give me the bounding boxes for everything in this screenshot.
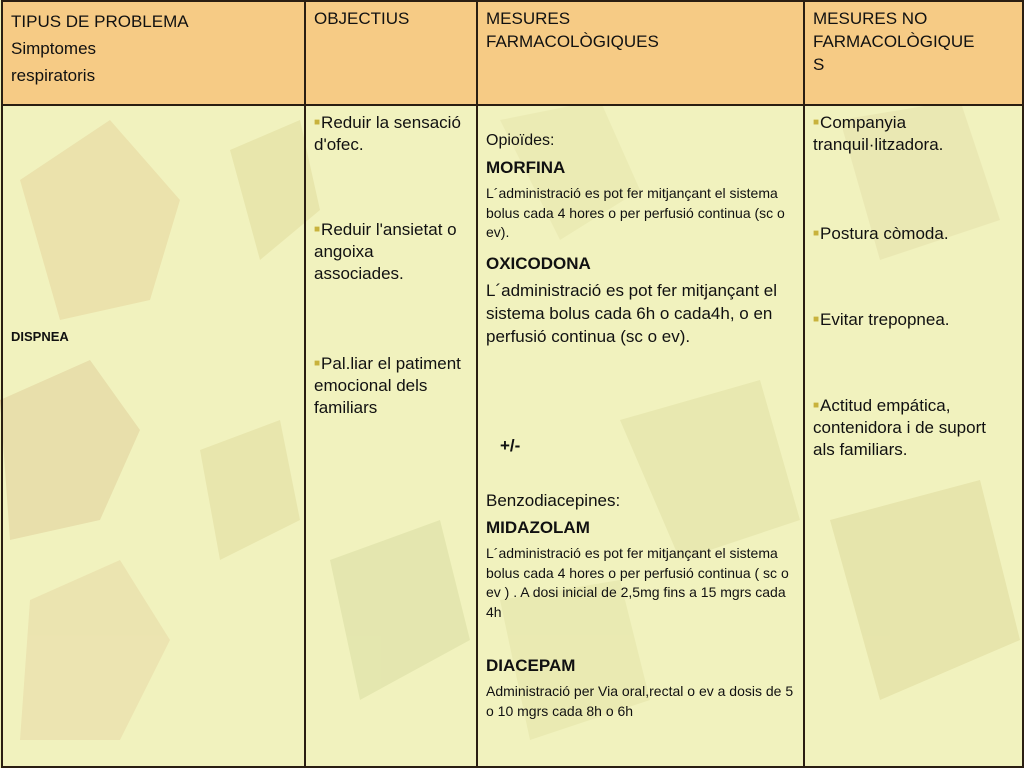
plus-minus: +/- (500, 436, 521, 455)
header-objectives (305, 1, 477, 105)
non-pharma-item: ■Actitud empática, contenidora i de suport als familiars. (813, 396, 986, 460)
morfina-description: L´administració es pot fer mitjançant el sistema bolus cada 4 hores o per perfusió continua (sc o ev). (486, 185, 785, 241)
header-text: TIPUS DE PROBLEMA (11, 12, 189, 31)
benzodiazepines-label: Benzodiacepines: (486, 491, 621, 510)
header-pharmacological (477, 1, 804, 105)
problem-cell (2, 105, 305, 767)
dyspnea-table (1, 0, 1024, 768)
objectives-cell (305, 105, 477, 767)
header-text: FARMACOLÒGIQUES (486, 31, 659, 51)
bullet-icon: ■ (813, 117, 820, 128)
non-pharma-item: ■Companyia tranquil·litzadora. (813, 113, 944, 155)
header-text: S (813, 54, 825, 74)
non-pharmacological-cell (804, 105, 1023, 767)
bullet-icon: ■ (314, 224, 321, 235)
header-text: Simptomes (11, 39, 97, 59)
header-text: MESURES NO (813, 9, 928, 28)
non-pharma-item: ■Evitar trepopnea. (813, 310, 950, 329)
bullet-icon: ■ (314, 117, 321, 128)
objective-item: ■Reduir la sensació d'ofec. (314, 113, 461, 155)
non-pharma-item: ■Postura còmoda. (813, 224, 949, 243)
pharmacological-cell (477, 105, 804, 767)
table-header-row (2, 1, 1023, 105)
bullet-icon: ■ (813, 400, 820, 411)
bullet-icon: ■ (813, 228, 820, 239)
drug-name-midazolam: MIDAZOLAM (486, 518, 590, 537)
header-problem-type (2, 1, 305, 105)
objective-item: ■Pal.liar el patiment emocional dels familiars (314, 354, 461, 418)
objective-item: ■Reduir l'ansietat o angoixa associades. (314, 220, 457, 284)
table-body-row (2, 105, 1023, 767)
diacepam-description: Administració per Via oral,rectal o ev a dosis de 5 o 10 mgrs cada 8h o 6h (486, 683, 794, 719)
header-text: respiratoris (11, 66, 96, 86)
drug-name-oxicodona: OXICODONA (486, 254, 591, 273)
drug-name-diacepam: DIACEPAM (486, 656, 576, 675)
header-non-pharmacological (804, 1, 1023, 105)
problem-label: DISPNEA (11, 329, 69, 344)
header-text: FARMACOLÒGIQUE (813, 31, 975, 51)
bullet-icon: ■ (813, 314, 820, 325)
oxicodona-description: L´administració es pot fer mitjançant el sistema bolus cada 6h o cada4h, o en perfusió continua (sc o ev). (486, 281, 778, 346)
bullet-icon: ■ (314, 358, 321, 369)
opioids-label: Opioïdes: (486, 132, 555, 149)
header-text: MESURES (486, 9, 571, 28)
header-text: OBJECTIUS (314, 9, 410, 28)
drug-name-morfina: MORFINA (486, 158, 566, 177)
midazolam-description: L´administració es pot fer mitjançant el sistema bolus cada 4 hores o per perfusió continua ( sc o ev ) . A dosi inicial de 2,5mg fins a 15 mgrs cada 4h (486, 545, 789, 620)
